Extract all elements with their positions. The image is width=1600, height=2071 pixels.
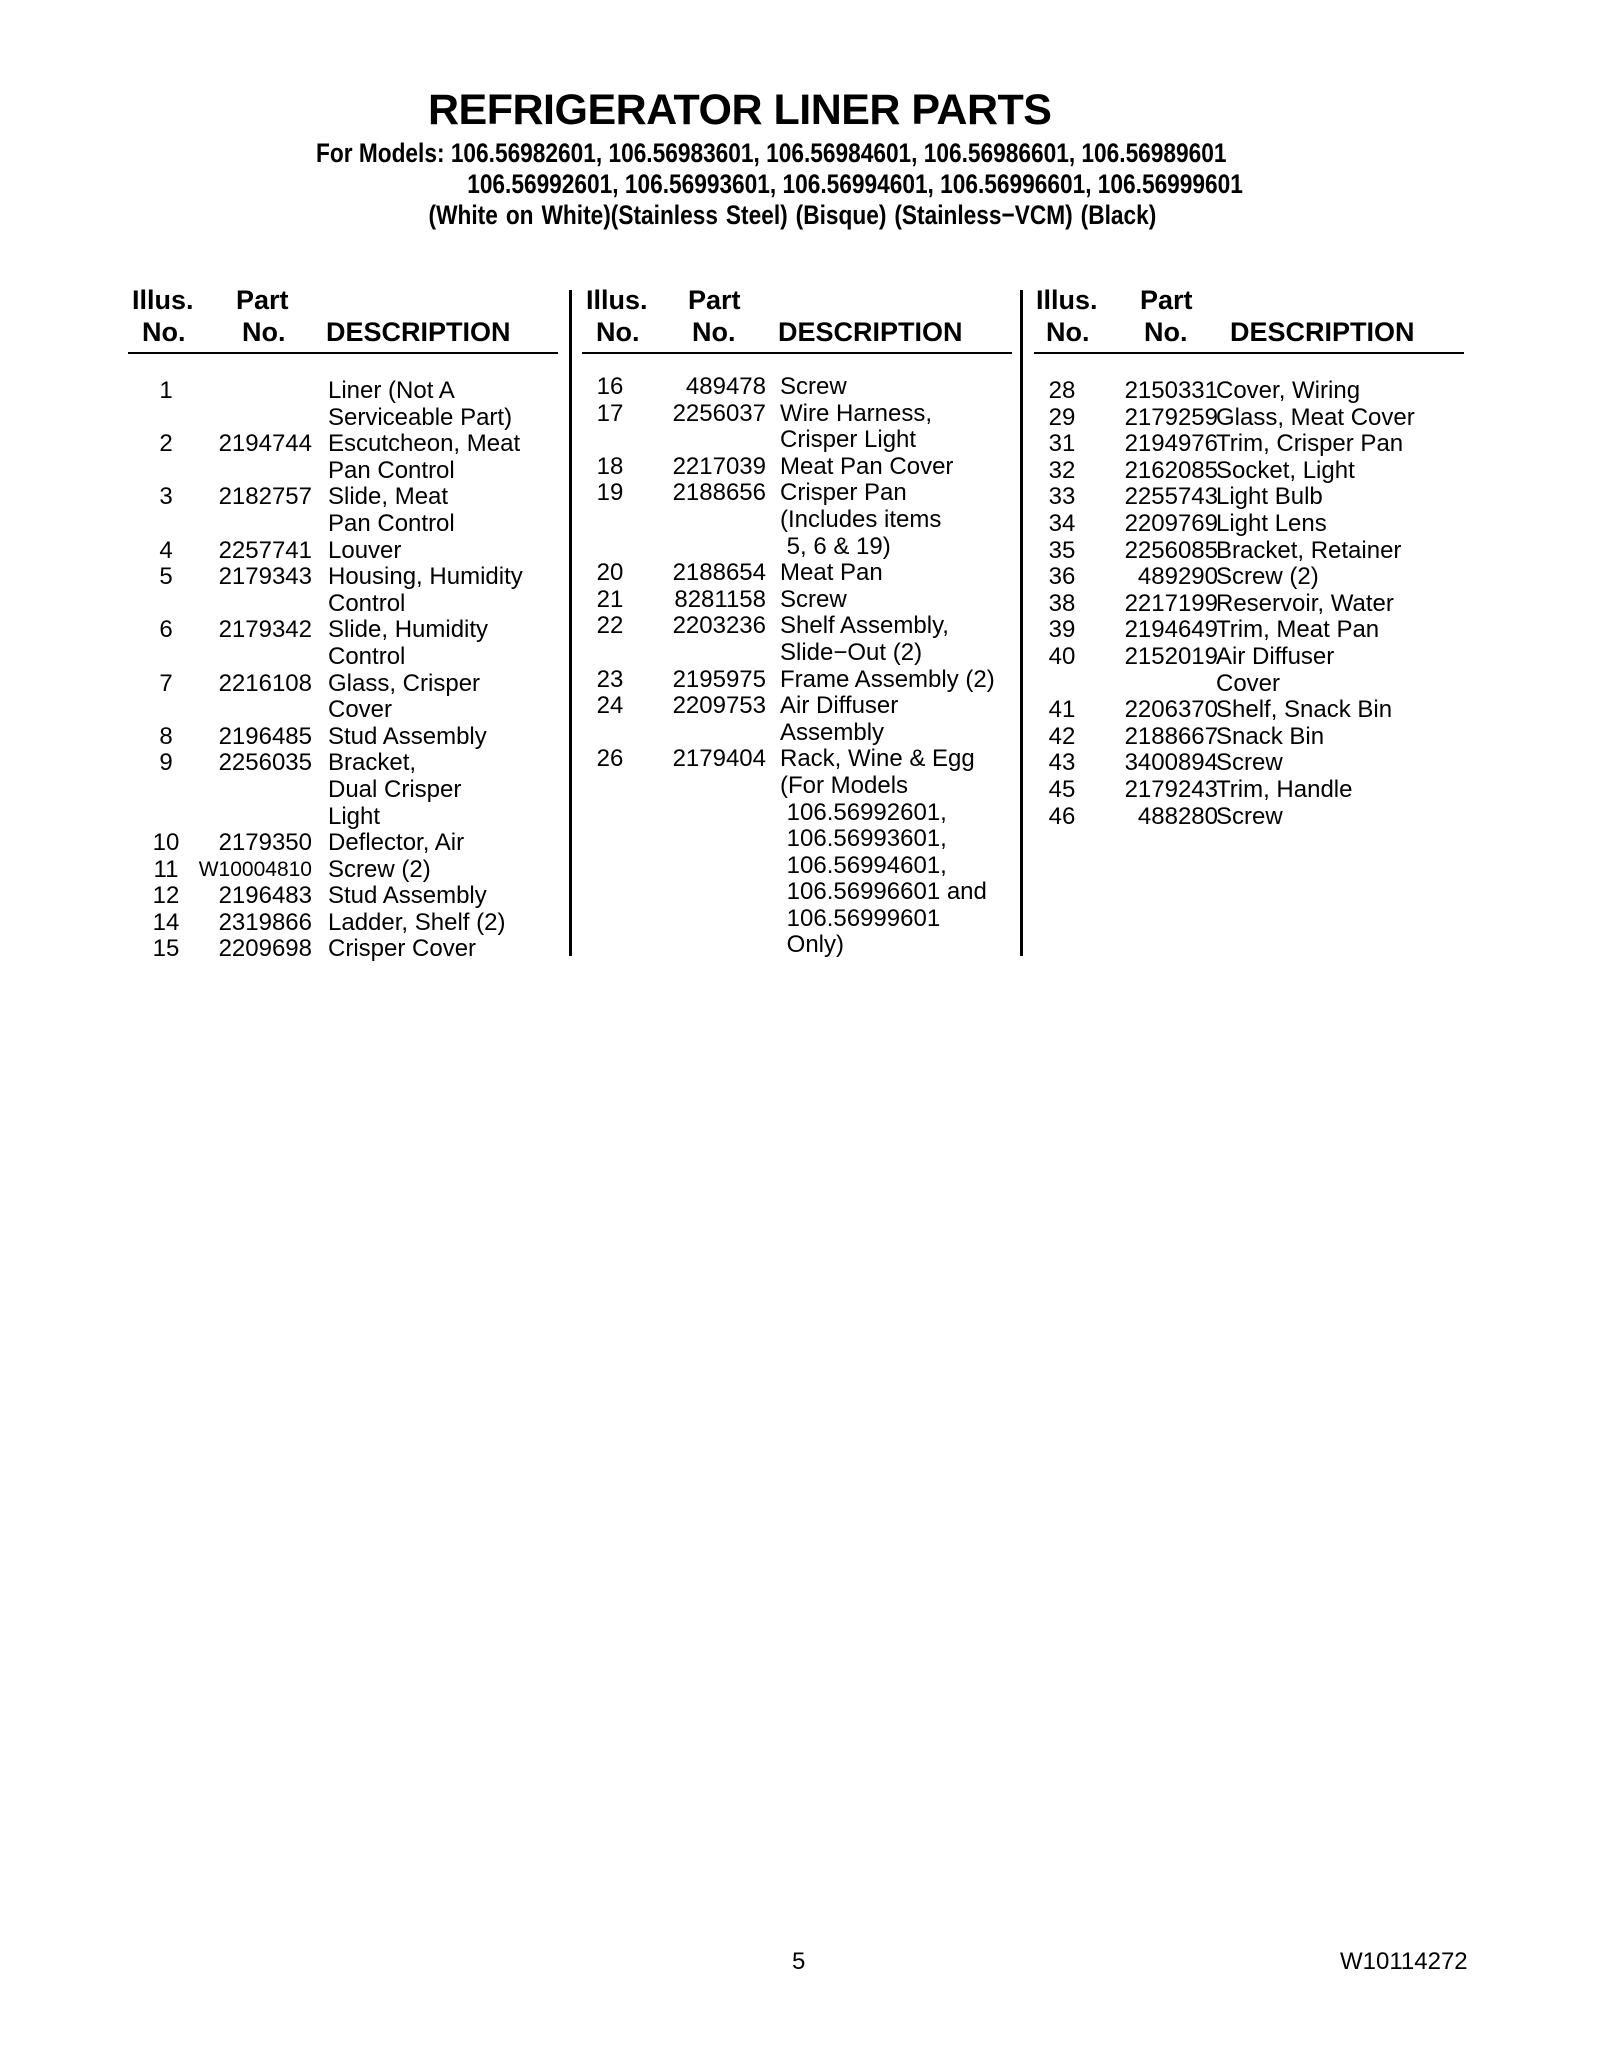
- table-row: [128, 777, 558, 804]
- part-description: Liner (Not A: [328, 377, 455, 404]
- part-number: 488280: [1137, 802, 1218, 830]
- part-header-line1: Part: [1140, 285, 1193, 315]
- parts-list: [582, 374, 1012, 959]
- table-row: [582, 773, 1012, 800]
- part-description: Reservoir, Water: [1216, 589, 1394, 617]
- table-row: [582, 507, 1012, 534]
- illus-number: 23: [596, 665, 624, 693]
- part-description: Cover: [328, 696, 393, 724]
- part-description: Cover, Wiring: [1216, 377, 1361, 404]
- illus-header-line1: Illus.: [586, 285, 648, 315]
- illus-number: 45: [1048, 775, 1076, 803]
- table-row: [582, 534, 1012, 561]
- illus-number: 26: [596, 745, 624, 773]
- illus-number: 38: [1048, 589, 1076, 617]
- column-divider: [569, 290, 572, 956]
- part-number: 2152019: [1124, 642, 1218, 670]
- table-row: [1034, 511, 1464, 538]
- part-description: Trim, Handle: [1216, 775, 1353, 803]
- illus-number: 41: [1048, 696, 1076, 724]
- part-number: 2256085: [1124, 536, 1218, 564]
- part-number: 2179343: [218, 563, 312, 591]
- part-description: 106.56992601,: [780, 798, 947, 826]
- part-number: 2194744: [218, 430, 312, 458]
- part-number: 2255743: [1124, 483, 1218, 511]
- table-row: [128, 910, 558, 937]
- parts-column-1: [128, 282, 558, 963]
- illus-number: 20: [596, 559, 624, 587]
- part-number: 2209769: [1124, 509, 1218, 537]
- part-description: Serviceable Part): [328, 403, 513, 431]
- illus-number: 10: [152, 829, 180, 857]
- illus-number: 16: [596, 373, 624, 400]
- table-row: [1034, 431, 1464, 458]
- table-row: [1034, 804, 1464, 831]
- part-description: Air Diffuser: [780, 692, 899, 720]
- models-line-3: (White on White)(Stainless Steel) (Bisque) (Stainless−VCM) (Black): [428, 200, 1157, 230]
- table-row: [128, 405, 558, 432]
- part-description: Frame Assembly (2): [780, 665, 995, 693]
- illus-number: 17: [596, 399, 624, 427]
- part-number: 2179259: [1124, 403, 1218, 431]
- illus-number: 29: [1048, 403, 1076, 431]
- part-description: Air Diffuser: [1216, 642, 1335, 670]
- illus-number: 9: [159, 749, 173, 777]
- part-number: 2194976: [1124, 430, 1218, 458]
- table-row: [1034, 750, 1464, 777]
- table-row: [1034, 564, 1464, 591]
- part-description: Stud Assembly: [328, 722, 487, 750]
- illus-number: 40: [1048, 642, 1076, 670]
- illus-number: 39: [1048, 616, 1076, 644]
- table-row: [128, 591, 558, 618]
- illus-number: 2: [159, 430, 173, 458]
- table-row: [582, 746, 1012, 773]
- part-description: Shelf, Snack Bin: [1216, 696, 1393, 724]
- table-row: [128, 564, 558, 591]
- part-number: 2179404: [672, 745, 766, 773]
- part-number: 2179243: [1124, 775, 1218, 803]
- part-description: Control: [328, 642, 406, 670]
- part-description: Stud Assembly: [328, 882, 487, 910]
- part-number: 2206370: [1124, 696, 1218, 724]
- table-row: [582, 720, 1012, 747]
- illus-number: 46: [1048, 802, 1076, 830]
- part-number: 2196485: [218, 722, 312, 750]
- table-row: [582, 374, 1012, 401]
- part-number: 489478: [685, 373, 766, 400]
- part-number: 2257741: [218, 536, 312, 564]
- illus-number: 12: [152, 882, 180, 910]
- part-description: (For Models: [780, 771, 909, 799]
- table-row: [582, 560, 1012, 587]
- part-number: 2217039: [672, 452, 766, 480]
- table-row: [128, 697, 558, 724]
- part-number: 3400894: [1124, 749, 1218, 777]
- part-description: Deflector, Air: [328, 829, 465, 857]
- table-row: [128, 883, 558, 910]
- illus-number: 3: [159, 483, 173, 511]
- part-description: Pan Control: [328, 509, 455, 537]
- illus-number: 24: [596, 692, 624, 720]
- part-number: 2179350: [218, 829, 312, 857]
- table-row: [582, 906, 1012, 933]
- part-description: (Includes items: [780, 505, 942, 533]
- illus-number: 11: [153, 855, 179, 883]
- part-header-line1: Part: [688, 285, 741, 315]
- part-description: Glass, Meat Cover: [1216, 403, 1415, 431]
- illus-number: 7: [159, 669, 173, 697]
- part-number: 489290: [1137, 563, 1218, 591]
- parts-column-2: [582, 282, 1012, 959]
- illus-number: 8: [159, 722, 173, 750]
- column-header: [1034, 282, 1464, 354]
- part-number: 2216108: [218, 669, 312, 697]
- illus-number: 34: [1048, 509, 1076, 537]
- part-number: 2319866: [218, 908, 312, 936]
- part-description: Trim, Meat Pan: [1216, 616, 1380, 644]
- part-number: 2217199: [1124, 589, 1218, 617]
- part-number: 2195975: [672, 665, 766, 693]
- illus-number: 1: [159, 377, 173, 404]
- illus-number: 6: [159, 616, 173, 644]
- table-row: [128, 458, 558, 485]
- part-number: 2209753: [672, 692, 766, 720]
- parts-column-3: [1034, 282, 1464, 830]
- table-row: [128, 750, 558, 777]
- models-block: [316, 138, 1243, 231]
- column-divider: [1020, 290, 1023, 956]
- part-number: 2162085: [1124, 456, 1218, 484]
- table-row: [1034, 538, 1464, 565]
- illus-number: 31: [1048, 430, 1076, 458]
- illus-number: 28: [1048, 377, 1076, 404]
- table-row: [582, 454, 1012, 481]
- part-description: Pan Control: [328, 456, 455, 484]
- table-row: [128, 830, 558, 857]
- part-number: 2203236: [672, 612, 766, 640]
- part-description: 106.56993601,: [780, 825, 947, 853]
- table-row: [582, 853, 1012, 880]
- table-row: [128, 484, 558, 511]
- illus-number: 43: [1048, 749, 1076, 777]
- table-row: [1034, 724, 1464, 751]
- illus-number: 18: [596, 452, 624, 480]
- part-description: Assembly: [780, 718, 885, 746]
- illus-header-line2: No.: [142, 317, 186, 347]
- table-row: [128, 724, 558, 751]
- illus-number: 19: [596, 479, 624, 507]
- illus-number: 36: [1048, 563, 1076, 591]
- table-row: [128, 511, 558, 538]
- part-description: Cover: [1216, 669, 1281, 697]
- page-number: 5: [792, 1948, 806, 1975]
- column-header: [128, 282, 558, 354]
- part-number: 2194649: [1124, 616, 1218, 644]
- part-description: Shelf Assembly,: [780, 612, 949, 640]
- table-row: [582, 640, 1012, 667]
- table-row: [582, 932, 1012, 959]
- part-description: Crisper Cover: [328, 935, 477, 963]
- part-description: Meat Pan: [780, 559, 883, 587]
- table-row: [128, 857, 558, 884]
- part-description: Wire Harness,: [780, 399, 933, 427]
- part-description: Slide, Humidity: [328, 616, 489, 644]
- part-description: 106.56999601: [780, 904, 941, 932]
- part-description: Light Bulb: [1216, 483, 1323, 511]
- part-description: Crisper Pan: [780, 479, 907, 507]
- part-number: 2182757: [218, 483, 312, 511]
- part-number: 8281158: [674, 585, 766, 613]
- parts-list: [1034, 378, 1464, 830]
- table-row: [1034, 777, 1464, 804]
- description-header: DESCRIPTION: [1230, 317, 1415, 347]
- table-row: [582, 480, 1012, 507]
- table-row: [128, 431, 558, 458]
- table-row: [128, 804, 558, 831]
- part-number: 2150331: [1124, 377, 1218, 404]
- part-number: 2209698: [218, 935, 312, 963]
- part-description: Light: [328, 802, 381, 830]
- part-number: 2256037: [672, 399, 766, 427]
- illus-header-line2: No.: [596, 317, 640, 347]
- parts-list: [128, 378, 558, 963]
- illus-number: 15: [152, 935, 180, 963]
- table-row: [1034, 484, 1464, 511]
- part-number: 2188656: [672, 479, 766, 507]
- illus-number: 5: [159, 563, 173, 591]
- illus-number: 32: [1048, 456, 1076, 484]
- part-description: Louver: [328, 536, 402, 564]
- illus-number: 35: [1048, 536, 1076, 564]
- table-row: [128, 617, 558, 644]
- table-row: [582, 826, 1012, 853]
- table-row: [128, 378, 558, 405]
- part-description: Screw (2): [1216, 563, 1319, 591]
- part-description: Screw: [780, 585, 847, 613]
- table-row: [1034, 458, 1464, 485]
- part-description: Slide, Meat: [328, 483, 449, 511]
- table-row: [1034, 591, 1464, 618]
- table-row: [1034, 378, 1464, 405]
- part-number: W10004810: [198, 857, 312, 881]
- page-title: REFRIGERATOR LINER PARTS: [428, 86, 1052, 134]
- illus-number: 42: [1048, 722, 1076, 750]
- part-description: Slide−Out (2): [780, 638, 923, 666]
- part-header-line2: No.: [1144, 317, 1188, 347]
- illus-header-line1: Illus.: [132, 285, 194, 315]
- part-description: 106.56994601,: [780, 851, 947, 879]
- column-header: [582, 282, 1012, 354]
- part-number: 2179342: [218, 616, 312, 644]
- part-number: 2196483: [218, 882, 312, 910]
- description-header: DESCRIPTION: [778, 317, 963, 347]
- part-description: Screw: [1216, 802, 1283, 830]
- illus-number: 21: [596, 585, 624, 613]
- part-description: Housing, Humidity: [328, 563, 523, 591]
- table-row: [1034, 405, 1464, 432]
- part-description: Only): [780, 931, 845, 959]
- table-row: [128, 644, 558, 671]
- illus-number: 4: [159, 536, 173, 564]
- part-description: Snack Bin: [1216, 722, 1325, 750]
- part-header-line2: No.: [242, 317, 286, 347]
- table-row: [582, 693, 1012, 720]
- table-row: [582, 667, 1012, 694]
- table-row: [1034, 644, 1464, 671]
- part-description: Control: [328, 589, 406, 617]
- illus-number: 14: [152, 908, 180, 936]
- part-number: 2256035: [218, 749, 312, 777]
- table-row: [582, 401, 1012, 428]
- illus-header-line2: No.: [1046, 317, 1090, 347]
- table-row: [1034, 671, 1464, 698]
- models-line-2: 106.56992601, 106.56993601, 106.56994601, 106.56996601, 106.56999601: [467, 169, 1243, 199]
- part-description: Meat Pan Cover: [780, 452, 954, 480]
- part-description: 106.56996601 and: [780, 878, 987, 906]
- part-description: Dual Crisper: [328, 775, 462, 803]
- part-description: Screw: [780, 373, 847, 400]
- part-description: Light Lens: [1216, 509, 1327, 537]
- part-description: Glass, Crisper: [328, 669, 481, 697]
- table-row: [128, 671, 558, 698]
- part-description: Bracket, Retainer: [1216, 536, 1402, 564]
- part-header-line2: No.: [692, 317, 736, 347]
- illus-header-line1: Illus.: [1036, 285, 1098, 315]
- part-description: Screw: [1216, 749, 1283, 777]
- document-number: W10114272: [1340, 1948, 1468, 1975]
- illus-number: 22: [596, 612, 624, 640]
- part-description: Socket, Light: [1216, 456, 1355, 484]
- table-row: [582, 427, 1012, 454]
- table-row: [1034, 697, 1464, 724]
- part-number: 2188654: [672, 559, 766, 587]
- table-row: [128, 538, 558, 565]
- part-header-line1: Part: [236, 285, 289, 315]
- table-row: [128, 936, 558, 963]
- table-row: [1034, 617, 1464, 644]
- table-row: [582, 613, 1012, 640]
- part-number: 2188667: [1124, 722, 1218, 750]
- part-description: Screw (2): [328, 855, 431, 883]
- part-description: Ladder, Shelf (2): [328, 908, 506, 936]
- part-description: Escutcheon, Meat: [328, 430, 521, 458]
- illus-number: 33: [1048, 483, 1076, 511]
- models-line-1: For Models: 106.56982601, 106.56983601, 106.56984601, 106.56986601, 106.56989601: [316, 138, 1227, 168]
- part-description: Trim, Crisper Pan: [1216, 430, 1404, 458]
- part-description: 5, 6 & 19): [780, 532, 891, 560]
- table-row: [582, 879, 1012, 906]
- part-description: Crisper Light: [780, 426, 917, 454]
- table-row: [582, 587, 1012, 614]
- part-description: Rack, Wine & Egg: [780, 745, 975, 773]
- part-description: Bracket,: [328, 749, 417, 777]
- description-header: DESCRIPTION: [326, 317, 511, 347]
- table-row: [582, 800, 1012, 827]
